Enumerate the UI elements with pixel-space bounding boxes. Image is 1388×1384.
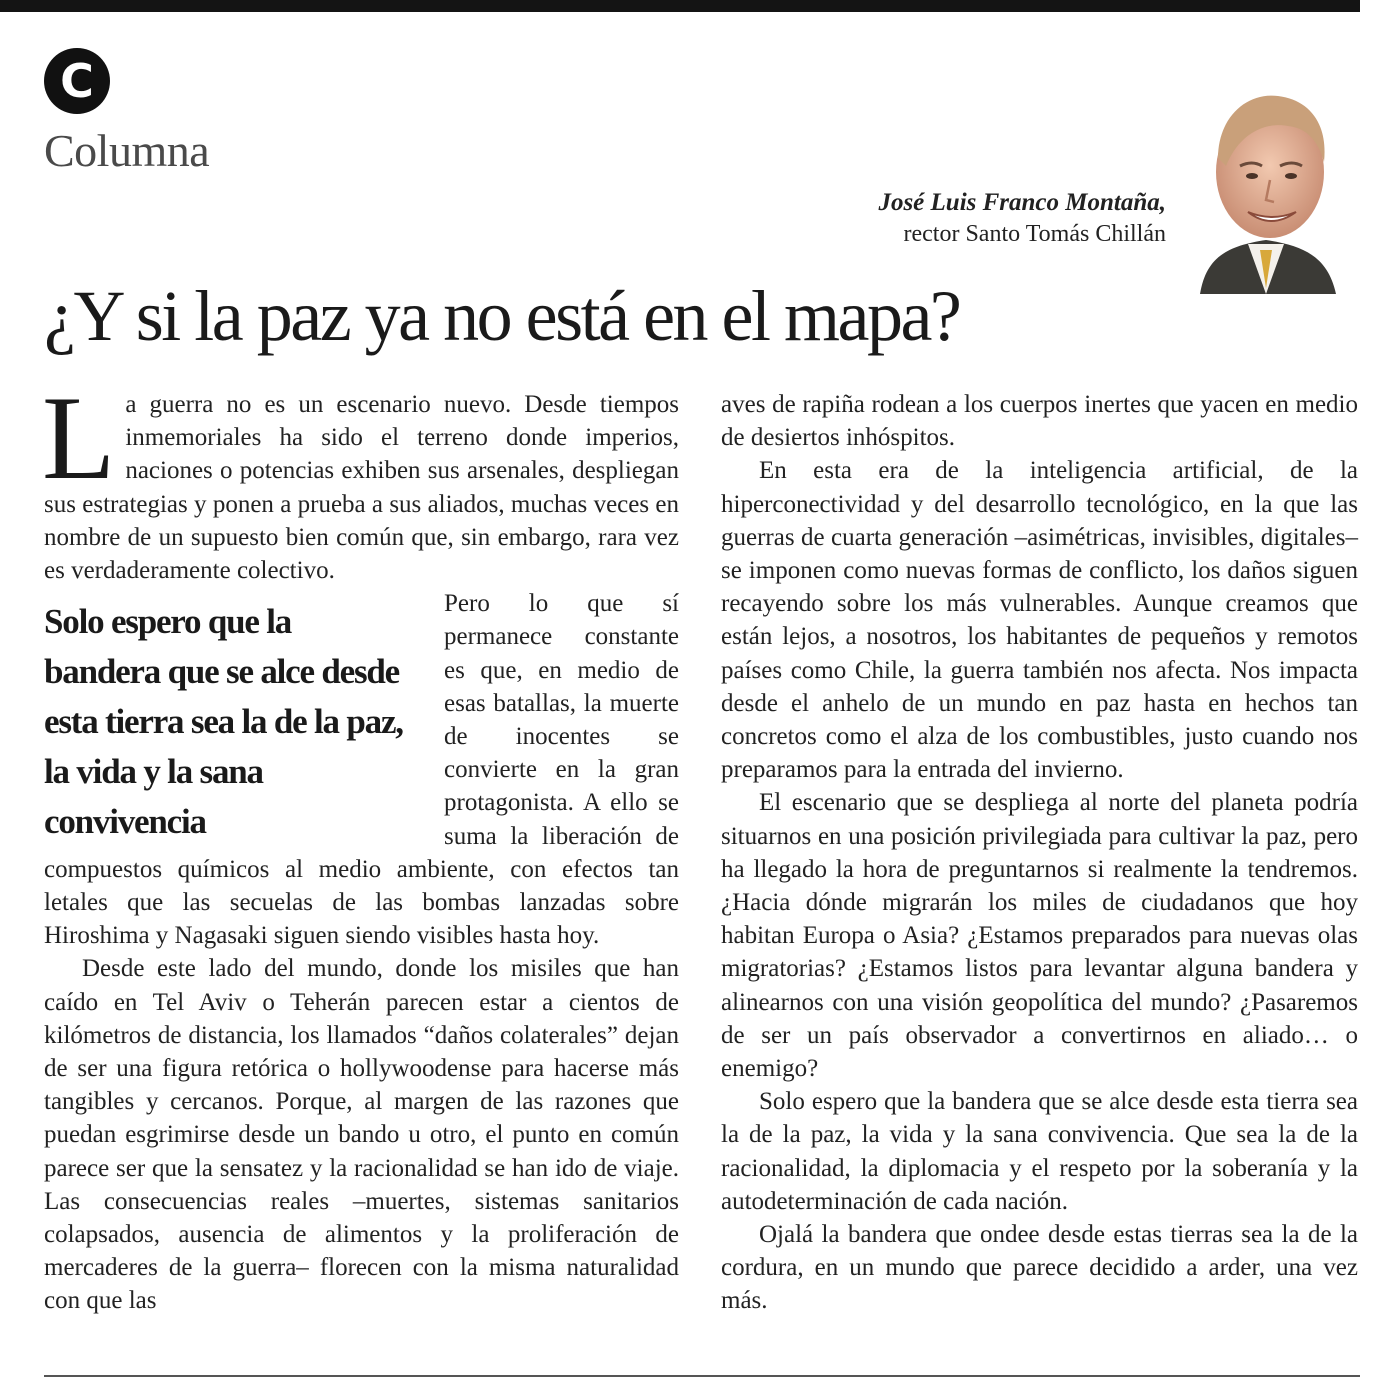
article-paragraph: El escenario que se despliega al norte del planeta podría situarnos en una posición privilegiada para cultivar la paz, pero ha llegado la hora de preguntarnos si realmente la tendremos. ¿Hacia dónde migrarán los miles de ciudadanos que hoy habitan Europa o Asia? ¿Estamos preparados para nuevas olas migratorias? ¿Estamos listos para levantar alguna bandera y alinearnos con una visión geopolítica del mundo? ¿Pasaremos de ser un país observador a convertirnos en aliado… o enemigo? (721, 789, 1358, 1083)
article-paragraph: Pero lo que sí permanece constante es que, en medio de esas batallas, la muerte de inocentes se convierte en la gran protagonista. A ello se suma la liberación de compuestos químicos al medio ambiente, con efectos tan letales que las secuelas de las bombas lanzadas sobre Hiroshima y Nagasaki siguen siendo visibles hasta hoy. (44, 590, 679, 950)
author-photo (1196, 88, 1338, 294)
author-name: José Luis Franco Montaña, (878, 189, 1166, 216)
article-paragraph: Desde este lado del mundo, donde los misiles que han caído en Tel Aviv o Teherán parecen estar a cientos de kilómetros de distancia, los llamados “daños colaterales” dejan de ser una figura retórica o hollywoodense para hacerse más tangibles y cercanos. Porque, al margen de las razones que puedan esgrimirse desde un bando u otro, el punto en común parece ser que la sensatez y la racionalidad se han ido de viaje. Las consecuencias reales –muertes, sistemas sanitarios colapsados, ausencia de alimentos y la proliferación de mercaderes de la guerra– florecen con la misma naturalidad con que las (44, 955, 679, 1315)
article-paragraph: aves de rapiña rodean a los cuerpos inertes que yacen en medio de desiertos inhóspitos. (721, 391, 1358, 452)
column-badge: C (44, 48, 110, 114)
article-paragraph: La guerra no es un escenario nuevo. Desde tiempos inmemoriales ha sido el terreno donde imperios, naciones o potencias exhiben sus arsenales, despliegan sus estrategias y ponen a prueba a sus aliados, muchas veces en nombre de un supuesto bien común que, sin embargo, rara vez es verdaderamente colectivo. (42, 371, 679, 585)
pull-quote: Solo espero que la bandera que se alce desde esta tierra sea la de la paz, la vida y la sana convivencia (44, 602, 403, 842)
article-column-left (42, 371, 679, 1318)
section-label: Columna (44, 125, 210, 176)
article-column-right (721, 388, 1358, 1318)
author-role: rector Santo Tomás Chillán (903, 221, 1166, 247)
drop-cap: L (42, 371, 116, 504)
article-paragraph: Solo espero que la bandera que se alce desde esta tierra sea la de la paz, la vida y la sana convivencia. Que sea la de la racionalidad, la diplomacia y el respeto por la soberanía y la autodeterminación de cada nación. (721, 1088, 1358, 1215)
bottom-rule (44, 1375, 1360, 1377)
article-paragraph: Ojalá la bandera que ondee desde estas tierras sea la de la cordura, en un mundo que parece decidido a arder, una vez más. (721, 1221, 1358, 1315)
byline (878, 188, 1166, 250)
headline: ¿Y si la paz ya no está en el mapa? (44, 276, 960, 356)
article-paragraph: En esta era de la inteligencia artificial, de la hiperconectividad y del desarrollo tecnológico, en la que las guerras de cuarta generación –asimétricas, invisibles, digitales– se imponen como nuevas formas de conflicto, los daños siguen recayendo sobre los más vulnerables. Aunque creamos que están lejos, a nosotros, los habitantes de pequeños y remotos países como Chile, la guerra también nos afecta. Nos impacta desde el anhelo de un mundo en paz hasta en hechos tan concretos como el alza de los combustibles, justo cuando nos preparamos para la entrada del invierno. (721, 457, 1358, 784)
top-rule (0, 0, 1360, 12)
